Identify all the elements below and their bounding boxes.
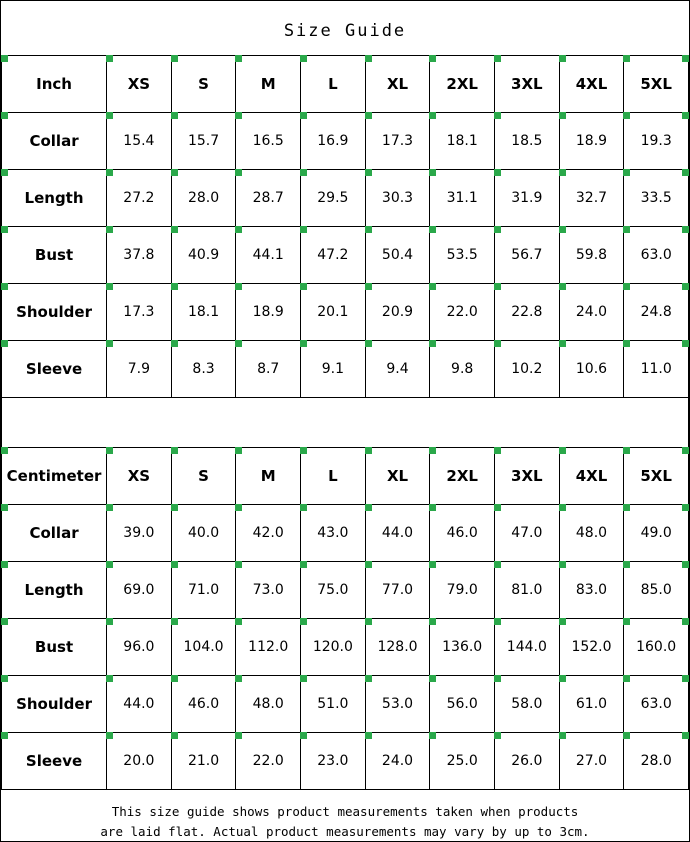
measurement-cell: 11.0 (624, 341, 689, 398)
footer-line-2: are laid flat. Actual product measurements may vary by up to 3cm. (100, 823, 590, 839)
measurement-cell: 136.0 (430, 619, 495, 676)
measurement-cell: 104.0 (171, 619, 236, 676)
measurement-cell: 29.5 (301, 170, 366, 227)
cm-size-header-5xl: 5XL (624, 448, 689, 505)
measurement-cell: 28.0 (624, 733, 689, 790)
measurement-cell: 28.0 (171, 170, 236, 227)
table-row (2, 676, 689, 733)
measurement-cell: 10.6 (559, 341, 624, 398)
measurement-cell: 56.7 (495, 227, 560, 284)
measurement-cell: 83.0 (559, 562, 624, 619)
cm-size-header-m: M (236, 448, 301, 505)
inch-size-table (1, 55, 689, 398)
cm-size-header-4xl: 4XL (559, 448, 624, 505)
measurement-cell: 47.2 (301, 227, 366, 284)
inch-table-head (2, 56, 689, 113)
measurement-cell: 58.0 (495, 676, 560, 733)
measurement-cell: 152.0 (559, 619, 624, 676)
measurement-cell: 85.0 (624, 562, 689, 619)
measurement-cell: 30.3 (365, 170, 430, 227)
measurement-cell: 15.7 (171, 113, 236, 170)
measurement-cell: 49.0 (624, 505, 689, 562)
measurement-cell: 8.3 (171, 341, 236, 398)
inch-size-header-xs: XS (107, 56, 172, 113)
measurement-cell: 9.4 (365, 341, 430, 398)
inch-size-header-2xl: 2XL (430, 56, 495, 113)
measurement-cell: 18.9 (559, 113, 624, 170)
inch-size-header-l: L (301, 56, 366, 113)
measurement-cell: 10.2 (495, 341, 560, 398)
inch-size-header-xl: XL (365, 56, 430, 113)
table-row (2, 341, 689, 398)
cm-size-header-l: L (301, 448, 366, 505)
measurement-cell: 61.0 (559, 676, 624, 733)
cm-size-header-xl: XL (365, 448, 430, 505)
table-header-row (2, 56, 689, 113)
measurement-cell: 33.5 (624, 170, 689, 227)
measurement-cell: 16.5 (236, 113, 301, 170)
measurement-cell: 44.0 (365, 505, 430, 562)
inch-row-label-collar: Collar (2, 113, 107, 170)
centimeter-size-table (1, 447, 689, 790)
inch-size-header-m: M (236, 56, 301, 113)
measurement-cell: 19.3 (624, 113, 689, 170)
measurement-cell: 42.0 (236, 505, 301, 562)
inch-size-header-5xl: 5XL (624, 56, 689, 113)
measurement-cell: 37.8 (107, 227, 172, 284)
measurement-cell: 128.0 (365, 619, 430, 676)
measurement-cell: 32.7 (559, 170, 624, 227)
inch-size-header-3xl: 3XL (495, 56, 560, 113)
inch-row-label-length: Length (2, 170, 107, 227)
measurement-cell: 23.0 (301, 733, 366, 790)
measurement-cell: 22.0 (430, 284, 495, 341)
cm-size-header-2xl: 2XL (430, 448, 495, 505)
measurement-cell: 20.1 (301, 284, 366, 341)
measurement-cell: 27.2 (107, 170, 172, 227)
cm-row-label-length: Length (2, 562, 107, 619)
centimeter-table-wrapper (1, 447, 689, 790)
measurement-cell: 22.0 (236, 733, 301, 790)
measurement-cell: 40.9 (171, 227, 236, 284)
inch-size-header-4xl: 4XL (559, 56, 624, 113)
measurement-cell: 27.0 (559, 733, 624, 790)
measurement-cell: 20.0 (107, 733, 172, 790)
measurement-cell: 8.7 (236, 341, 301, 398)
measurement-cell: 81.0 (495, 562, 560, 619)
measurement-cell: 18.1 (171, 284, 236, 341)
inch-row-label-bust: Bust (2, 227, 107, 284)
inch-unit-label: Inch (2, 56, 107, 113)
measurement-cell: 40.0 (171, 505, 236, 562)
measurement-cell: 18.5 (495, 113, 560, 170)
measurement-cell: 28.7 (236, 170, 301, 227)
measurement-cell: 144.0 (495, 619, 560, 676)
inch-size-header-s: S (171, 56, 236, 113)
inch-table-wrapper (1, 55, 689, 398)
measurement-cell: 71.0 (171, 562, 236, 619)
measurement-cell: 39.0 (107, 505, 172, 562)
measurement-cell: 18.1 (430, 113, 495, 170)
measurement-cell: 17.3 (365, 113, 430, 170)
measurement-cell: 20.9 (365, 284, 430, 341)
measurement-cell: 24.8 (624, 284, 689, 341)
measurement-cell: 63.0 (624, 676, 689, 733)
measurement-cell: 18.9 (236, 284, 301, 341)
measurement-cell: 16.9 (301, 113, 366, 170)
measurement-cell: 17.3 (107, 284, 172, 341)
measurement-cell: 73.0 (236, 562, 301, 619)
measurement-cell: 46.0 (171, 676, 236, 733)
footer-note (1, 790, 689, 841)
cm-row-label-sleeve: Sleeve (2, 733, 107, 790)
table-row (2, 619, 689, 676)
measurement-cell: 9.1 (301, 341, 366, 398)
table-row (2, 227, 689, 284)
measurement-cell: 31.9 (495, 170, 560, 227)
measurement-cell: 120.0 (301, 619, 366, 676)
measurement-cell: 53.5 (430, 227, 495, 284)
measurement-cell: 69.0 (107, 562, 172, 619)
table-header-row (2, 448, 689, 505)
measurement-cell: 56.0 (430, 676, 495, 733)
measurement-cell: 21.0 (171, 733, 236, 790)
measurement-cell: 63.0 (624, 227, 689, 284)
table-row (2, 284, 689, 341)
cm-row-label-bust: Bust (2, 619, 107, 676)
cm-row-label-shoulder: Shoulder (2, 676, 107, 733)
measurement-cell: 112.0 (236, 619, 301, 676)
measurement-cell: 51.0 (301, 676, 366, 733)
cm-size-header-3xl: 3XL (495, 448, 560, 505)
table-row (2, 733, 689, 790)
inch-table-body (2, 113, 689, 398)
table-row (2, 505, 689, 562)
centimeter-table-head (2, 448, 689, 505)
measurement-cell: 24.0 (559, 284, 624, 341)
inch-row-label-sleeve: Sleeve (2, 341, 107, 398)
measurement-cell: 48.0 (559, 505, 624, 562)
measurement-cell: 25.0 (430, 733, 495, 790)
measurement-cell: 31.1 (430, 170, 495, 227)
inch-row-label-shoulder: Shoulder (2, 284, 107, 341)
measurement-cell: 48.0 (236, 676, 301, 733)
centimeter-table-body (2, 505, 689, 790)
measurement-cell: 7.9 (107, 341, 172, 398)
table-gap (1, 398, 689, 447)
measurement-cell: 75.0 (301, 562, 366, 619)
cm-size-header-s: S (171, 448, 236, 505)
cm-unit-label: Centimeter (2, 448, 107, 505)
table-row (2, 113, 689, 170)
measurement-cell: 53.0 (365, 676, 430, 733)
measurement-cell: 43.0 (301, 505, 366, 562)
measurement-cell: 22.8 (495, 284, 560, 341)
page-title: Size Guide (283, 21, 407, 41)
measurement-cell: 44.1 (236, 227, 301, 284)
table-row (2, 562, 689, 619)
measurement-cell: 50.4 (365, 227, 430, 284)
measurement-cell: 79.0 (430, 562, 495, 619)
cm-row-label-collar: Collar (2, 505, 107, 562)
measurement-cell: 59.8 (559, 227, 624, 284)
measurement-cell: 44.0 (107, 676, 172, 733)
measurement-cell: 96.0 (107, 619, 172, 676)
measurement-cell: 46.0 (430, 505, 495, 562)
table-row (2, 170, 689, 227)
cm-size-header-xs: XS (107, 448, 172, 505)
measurement-cell: 47.0 (495, 505, 560, 562)
measurement-cell: 160.0 (624, 619, 689, 676)
measurement-cell: 77.0 (365, 562, 430, 619)
measurement-cell: 9.8 (430, 341, 495, 398)
footer-line-1: This size guide shows product measurements taken when products (111, 804, 579, 820)
measurement-cell: 24.0 (365, 733, 430, 790)
measurement-cell: 15.4 (107, 113, 172, 170)
measurement-cell: 26.0 (495, 733, 560, 790)
